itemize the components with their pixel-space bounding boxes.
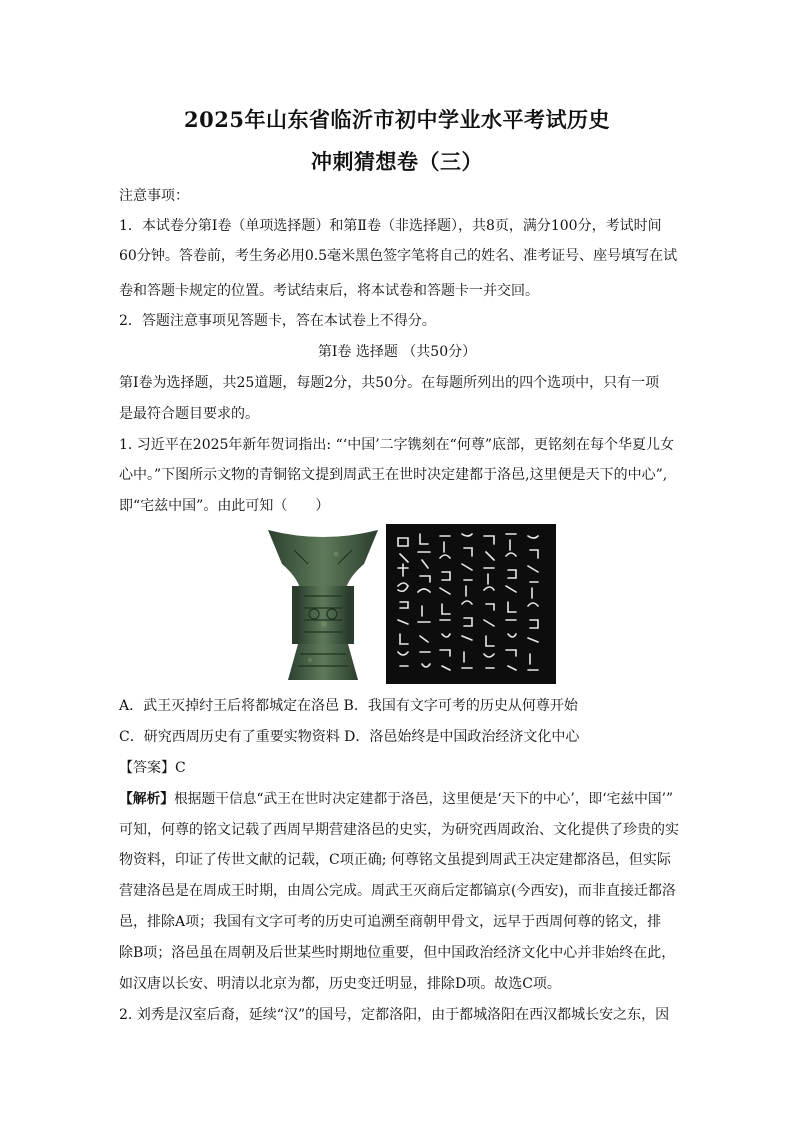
analysis-line: 物资料，印证了传世文献的记载，C项正确; 何尊铭文虽提到周武王决定建都洛邑，但实际 [119,852,671,868]
exam-subtitle: 冲刺猜想卷（三） [311,149,483,174]
analysis-label: 【解析】 [119,791,175,807]
question-1-stem: 即“宅兹中国”。由此可知（ ） [119,498,330,514]
analysis-line: 可知，何尊的铭文记载了西周早期营建洛邑的史实，为研究西周政治、文化提供了珍贵的实 [119,822,679,838]
analysis-line: 如汉唐以长安、明清以北京为都，历史变迁明显，排除D项。故选C项。 [119,976,561,992]
section-title: 第Ⅰ卷 选择题 （共50分） [317,344,477,360]
note-line: 1．本试卷分第Ⅰ卷（单项选择题）和第Ⅱ卷（非选择题），共8页，满分100分，考试时间 [119,218,662,234]
note-line: 卷和答题卡规定的位置。考试结束后，将本试卷和答题卡一并交回。 [119,283,539,299]
analysis-line: 营建洛邑是在周成王时期，由周公完成。周武王灭商后定都镐京(今西安)，而非直接迁都洛 [119,883,676,899]
question-1-options-cd: C．研究西周历史有了重要实物资料 D．洛邑始终是中国政治经济文化中心 [119,729,580,745]
note-line: 2．答题注意事项见答题卡，答在本试卷上不得分。 [119,313,436,329]
analysis-line: 邑，排除A项；我国有文字可考的历史可追溯至商朝甲骨文，远早于西周何尊的铭文，排 [119,914,662,930]
question-1-figure [246,524,556,684]
bronze-inscription-rubbing-image [386,524,556,684]
exam-title: 2025年山东省临沂市初中学业水平考试历史 [184,107,610,132]
question-1-stem: 心中。”下图所示文物的青铜铭文提到周武王在世时决定建都于洛邑,这里便是天下的中心”, [119,467,668,483]
note-line: 60分钟。答卷前，考生务必用0.5毫米黑色签字笔将自己的姓名、准考证号、座号填写在试 [119,248,678,264]
question-2-stem: 2. 刘秀是汉室后裔，延续“汉”的国号，定都洛阳，由于都城洛阳在西汉都城长安之东，因 [119,1007,670,1023]
section-intro-line: 第Ⅰ卷为选择题，共25道题，每题2分，共50分。在每题所列出的四个选项中，只有一项 [119,375,660,391]
question-1-analysis-first-line [119,789,679,809]
analysis-line: 除B项；洛邑虽在周朝及后世某些时期地位重要，但中国政治经济文化中心并非始终在此， [119,945,676,961]
question-1-answer: 【答案】C [119,760,186,776]
question-1-stem: 1. 习近平在2025年新年贺词指出: “‘中国’二字镌刻在“何尊”底部，更铭刻在每个华夏儿女 [119,437,674,453]
bronze-he-zun-vessel-image [264,524,382,684]
analysis-text: 根据题干信息“武王在世时决定建都于洛邑，这里便是‘天下的中心’，即‘宅兹中国’” [174,791,674,807]
notes-label: 注意事项： [119,188,189,204]
section-intro-line: 是最符合题目要求的。 [119,406,259,422]
question-1-options-ab: A．武王灭掉纣王后将都城定在洛邑 B．我国有文字可考的历史从何尊开始 [119,698,578,714]
